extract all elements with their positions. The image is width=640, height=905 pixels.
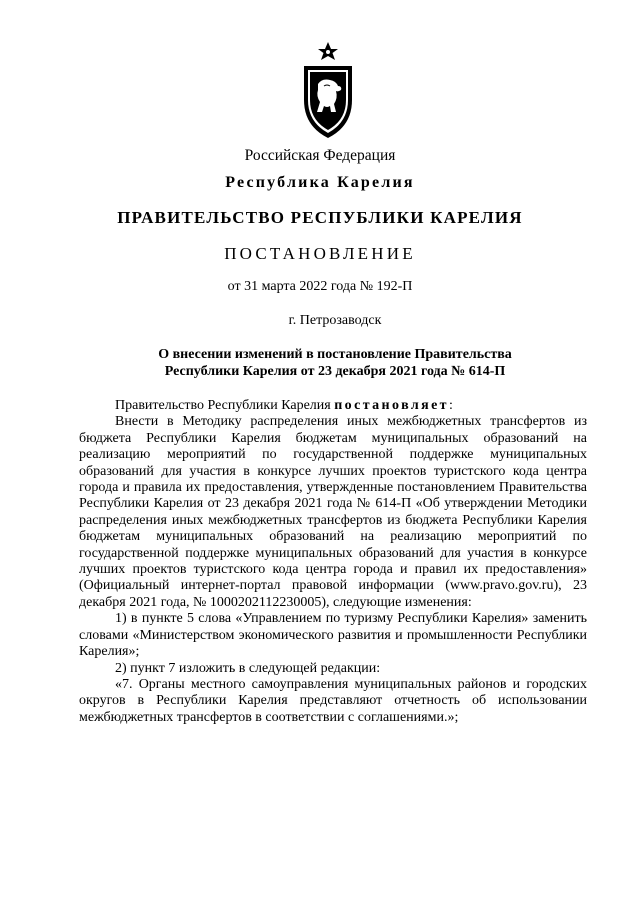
republic-name: Республика Карелия [225, 174, 415, 191]
intro-keyword: постановляет [334, 398, 449, 413]
paragraph-main: Внести в Методику распределения иных межбюджетных трансфертов из бюджета Республики Карелия бюджетам муниципальных образований на реализацию мероприятий по государственной поддержке муниципальных образований для участия в конкурсе лучших проектов туристского кода центра города и правила их предоставления, утвержденные постановлением Правительства Республики Карелия от 23 декабря 2021 года № 614-П «Об утверждении Методики распределения иных межбюджетных трансфертов из бюджета Республики Карелия бюджетам муниципальных образований на реализацию мероприятий по государственной поддержке муниципальных образований для участия в конкурсе лучших проектов туристского кода центра города и правил их предоставления» (Официальный интернет-портал правовой информации (www.pravo.gov.ru), 23 декабря 2021 года, № 1000202112230005), следующие изменения: [79, 414, 587, 610]
intro-text: Правительство Республики Карелия [115, 398, 335, 413]
decree-subject [0, 346, 640, 380]
decree-body [79, 398, 587, 726]
government-title: ПРАВИТЕЛЬСТВО РЕСПУБЛИКИ КАРЕЛИЯ [117, 208, 523, 227]
intro-colon: : [448, 398, 453, 413]
city-name: г. Петрозаводск [288, 313, 382, 328]
subject-line-2: Республики Карелия от 23 декабря 2021 года № 614-П [164, 364, 506, 379]
country-name: Российская Федерация [244, 147, 396, 164]
list-item-1: 1) в пункте 5 слова «Управлением по туризму Республики Карелия» заменить словами «Министерством экономического развития и промышленности Республики Карелия»; [79, 611, 587, 660]
coat-of-arms-icon [300, 40, 356, 140]
decree-date-number: от 31 марта 2022 года № 192-П [227, 279, 413, 294]
subject-line-1: О внесении изменений в постановление Правительства [158, 347, 512, 362]
list-item-2-text: «7. Органы местного самоуправления муниципальных районов и городских округов в Республики Карелия представляют отчетность об использовании межбюджетных трансфертов в соответствии с соглашениями.»; [79, 676, 587, 725]
document-type: ПОСТАНОВЛЕНИЕ [224, 244, 416, 263]
list-item-2: 2) пункт 7 изложить в следующей редакции: [115, 660, 381, 676]
intro-paragraph [79, 398, 587, 414]
